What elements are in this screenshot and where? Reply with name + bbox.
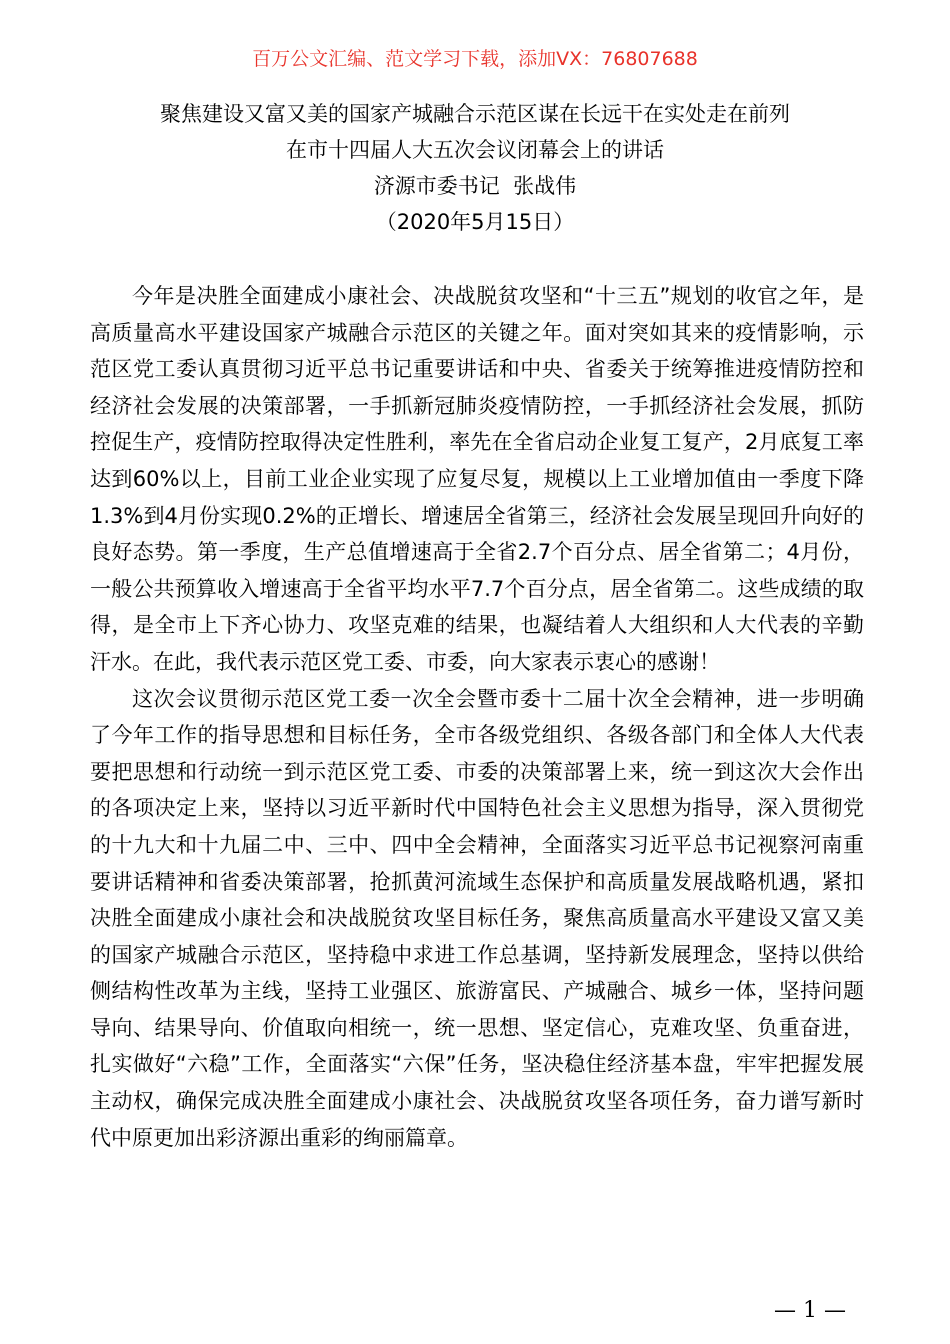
document-date: （2020年5月15日） [375, 210, 575, 234]
document-heading [0, 96, 950, 240]
document-author: 济源市委书记 张战伟 [373, 174, 577, 198]
watermark-banner: 百万公文汇编、范文学习下载，添加VX：76807688 [252, 48, 698, 70]
document-body [90, 278, 864, 1156]
page-number: — 1 — [774, 1298, 846, 1323]
document-subtitle: 在市十四届人大五次会议闭幕会上的讲话 [286, 138, 664, 162]
document-title: 聚焦建设又富又美的国家产城融合示范区谋在长远干在实处走在前列 [160, 102, 790, 126]
body-paragraph: 今年是决胜全面建成小康社会、决战脱贫攻坚和“十三五”规划的收官之年，是高质量高水平建设国家产城融合示范区的关键之年。面对突如其来的疫情影响，示范区党工委认真贯彻习近平总书记重要讲话和中央、省委关于统筹推进疫情防控和经济社会发展的决策部署，一手抓新冠肺炎疫情防控，一手抓经济社会发展，抓防控促生产，疫情防控取得决定性胜利，率先在全省启动企业复工复产，2月底复工率达到60%以上，目前工业企业实现了应复尽复，规模以上工业增加值由一季度下降1.3%到4月份实现0.2%的正增长、增速居全省第三，经济社会发展呈现回升向好的良好态势。第一季度，生产总值增速高于全省2.7个百分点、居全省第二；4月份，一般公共预算收入增速高于全省平均水平7.7个百分点，居全省第二。这些成绩的取得，是全市上下齐心协力、攻坚克难的结果，也凝结着人大组织和人大代表的辛勤汗水。在此，我代表示范区党工委、市委，向大家表示衷心的感谢！ [90, 284, 864, 674]
body-paragraph: 这次会议贯彻示范区党工委一次全会暨市委十二届十次全会精神，进一步明确了今年工作的指导思想和目标任务，全市各级党组织、各级各部门和全体人大代表要把思想和行动统一到示范区党工委、市委的决策部署上来，统一到这次大会作出的各项决定上来，坚持以习近平新时代中国特色社会主义思想为指导，深入贯彻党的十九大和十九届二中、三中、四中全会精神，全面落实习近平总书记视察河南重要讲话精神和省委决策部署，抢抓黄河流域生态保护和高质量发展战略机遇，紧扣决胜全面建成小康社会和决战脱贫攻坚目标任务，聚焦高质量高水平建设又富又美的国家产城融合示范区，坚持稳中求进工作总基调，坚持新发展理念，坚持以供给侧结构性改革为主线，坚持工业强区、旅游富民、产城融合、城乡一体，坚持问题导向、结果导向、价值取向相统一，统一思想、坚定信心，克难攻坚、负重奋进，扎实做好“六稳”工作，全面落实“六保”任务，坚决稳住经济基本盘，牢牢把握发展主动权，确保完成决胜全面建成小康社会、决战脱贫攻坚各项任务，奋力谱写新时代中原更加出彩济源出重彩的绚丽篇章。 [90, 686, 864, 1150]
